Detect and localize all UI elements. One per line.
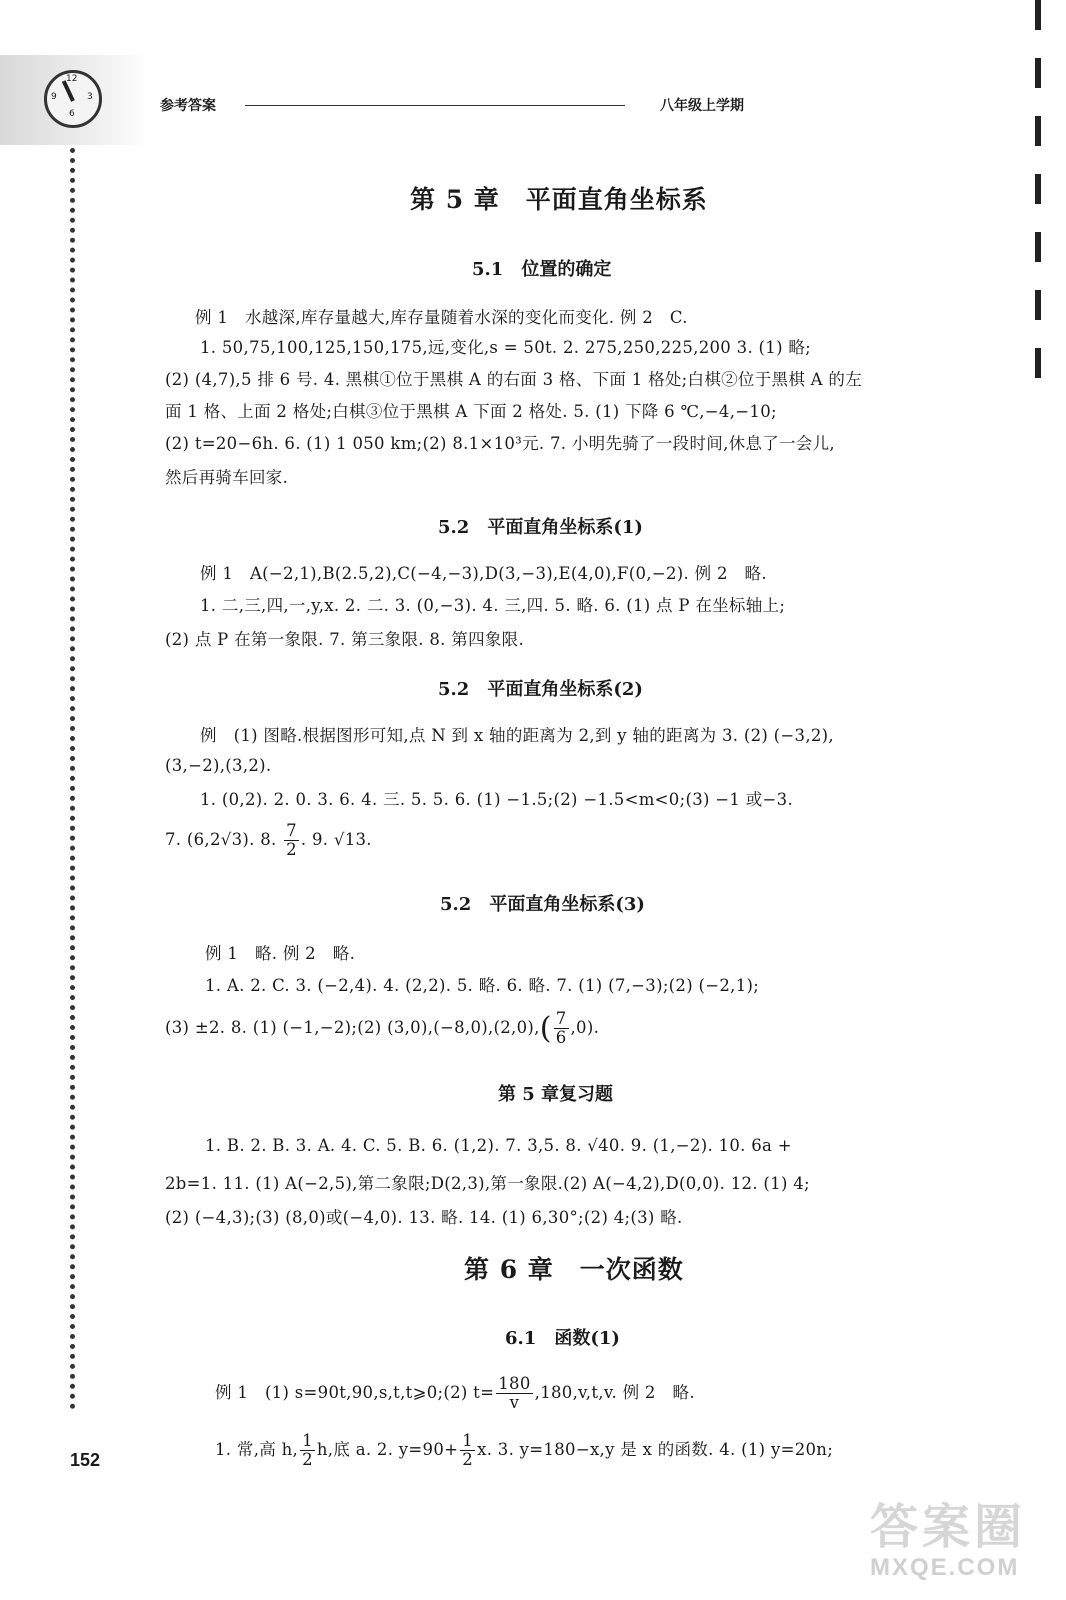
- s52c-line-1: 例 1 略. 例 2 略.: [205, 944, 356, 963]
- section-5-2-1-title: 5.2 平面直角坐标系(1): [438, 517, 643, 538]
- review-line-2: 2b=1. 11. (1) A(−2,5),第二象限;D(2,3),第一象限.(2) A(−4,2),D(0,0). 12. (1) 4;: [165, 1174, 810, 1193]
- chapter-5-title: 第 5 章 平面直角坐标系: [410, 185, 708, 214]
- s52c-line-2: 1. A. 2. C. 3. (−2,4). 4. (2,2). 5. 略. 6. 略. 7. (1) (7,−3);(2) (−2,1);: [205, 976, 760, 995]
- s52c-line-3: (3) ±2. 8. (1) (−1,−2);(2) (3,0),(−8,0),(2,0),( $\frac{7}{6}$ ,0).: [165, 1009, 600, 1048]
- s61-line-2: 1. 常,高 h, $\frac{1}{2}$ h,底 a. 2. y=90+ $\frac{1}{2}$ x. 3. y=180−x,y 是 x 的函数. 4. (1) y=20n;: [215, 1431, 834, 1470]
- header-left-label: 参考答案: [160, 98, 216, 114]
- chapter-5-review-title: 第 5 章复习题: [498, 1084, 614, 1105]
- watermark-logo: 答案圈 MXQE.COM: [870, 1499, 1027, 1581]
- s51-line-2: 1. 50,75,100,125,150,175,远,变化,s = 50t. 2. 275,250,225,200 3. (1) 略;: [200, 338, 812, 357]
- fraction-7-2: $\frac{7}{2}$: [286, 821, 297, 860]
- s61-line-1: 例 1 (1) s=90t,90,s,t,t⩾0;(2) t= $\frac{180}{v}$ ,180,v,t,v. 例 2 略.: [215, 1374, 695, 1413]
- s52b-line-4: 7. (6,2√3). 8. $\frac{7}{2}$ . 9. √13.: [165, 821, 372, 860]
- s52b-line-3: 1. (0,2). 2. 0. 3. 6. 4. 三. 5. 5. 6. (1) −1.5;(2) −1.5<m<0;(3) −1 或−3.: [200, 790, 794, 809]
- compass-clock-icon: 12 3 6 9: [44, 70, 102, 128]
- fraction-180-v: $\frac{180}{v}$: [498, 1374, 531, 1413]
- binding-tick-marks: [1035, 0, 1041, 400]
- review-line-3: (2) (−4,3);(3) (8,0)或(−4,0). 13. 略. 14. (1) 6,30°;(2) 4;(3) 略.: [165, 1208, 683, 1227]
- s52b-line-2: (3,−2),(3,2).: [165, 756, 272, 775]
- chapter-6-title: 第 6 章 一次函数: [464, 1255, 684, 1284]
- section-5-1-title: 5.1 位置的确定: [472, 259, 612, 280]
- s51-line-5: (2) t=20−6h. 6. (1) 1 050 km;(2) 8.1×10³元. 7. 小明先骑了一段时间,休息了一会儿,: [165, 434, 835, 453]
- s51-line-4: 面 1 格、上面 2 格处;白棋③位于黑棋 A 下面 2 格处. 5. (1) 下降 6 ℃,−4,−10;: [165, 402, 777, 421]
- fraction-1-2-a: $\frac{1}{2}$: [302, 1431, 313, 1470]
- section-5-2-3-title: 5.2 平面直角坐标系(3): [440, 894, 645, 915]
- header-right-label: 八年级上学期: [660, 98, 744, 114]
- s52a-line-2: 1. 二,三,四,一,y,x. 2. 二. 3. (0,−3). 4. 三,四. 5. 略. 6. (1) 点 P 在坐标轴上;: [200, 596, 786, 615]
- s52a-line-1: 例 1 A(−2,1),B(2.5,2),C(−4,−3),D(3,−3),E(4,0),F(0,−2). 例 2 略.: [200, 564, 767, 583]
- fraction-1-2-b: $\frac{1}{2}$: [462, 1431, 474, 1470]
- section-6-1-title: 6.1 函数(1): [505, 1328, 620, 1349]
- page-number: 152: [70, 1450, 101, 1470]
- s52a-line-3: (2) 点 P 在第一象限. 7. 第三象限. 8. 第四象限.: [165, 630, 525, 649]
- header-rule: [245, 105, 625, 106]
- s51-line-6: 然后再骑车回家.: [165, 468, 289, 487]
- dotted-margin-line: [70, 148, 75, 1410]
- s52b-line-1: 例 (1) 图略.根据图形可知,点 N 到 x 轴的距离为 2,到 y 轴的距离为 3. (2) (−3,2),: [200, 726, 834, 745]
- section-5-2-2-title: 5.2 平面直角坐标系(2): [438, 679, 643, 700]
- fraction-7-6: $\frac{7}{6}$: [555, 1009, 567, 1048]
- s51-line-3: (2) (4,7),5 排 6 号. 4. 黑棋①位于黑棋 A 的右面 3 格、下面 1 格处;白棋②位于黑棋 A 的左: [165, 370, 863, 389]
- s51-line-1: 例 1 水越深,库存量越大,库存量随着水深的变化而变化. 例 2 C.: [195, 308, 688, 327]
- review-line-1: 1. B. 2. B. 3. A. 4. C. 5. B. 6. (1,2). 7. 3,5. 8. √40. 9. (1,−2). 10. 6a +: [205, 1136, 792, 1155]
